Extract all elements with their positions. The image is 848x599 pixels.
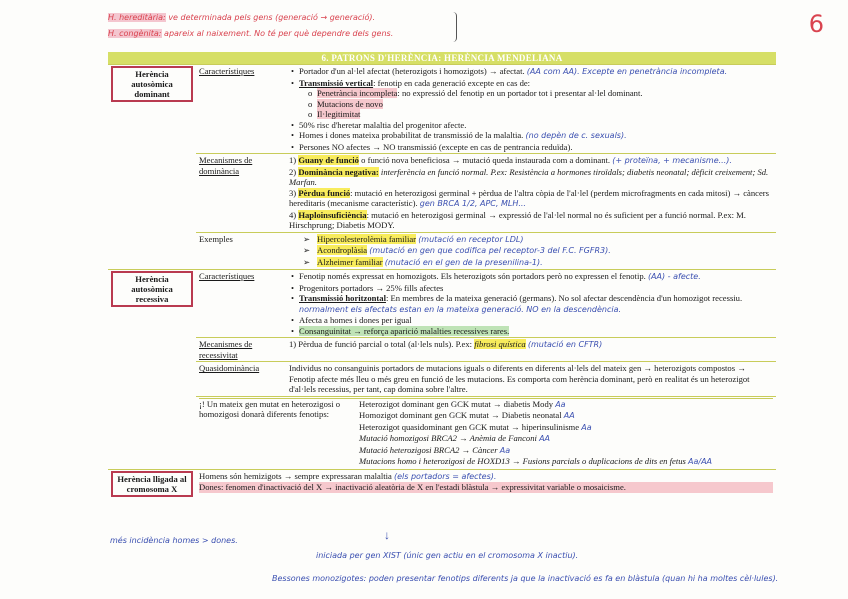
list-item: • Fenotip només expressat en homozigots. Els heterozigots són portadors però no expressen el fenotip. (AA) - afecte. — [299, 271, 773, 283]
x-content: Homens són hemizigots → sempre expressaran malaltia (els portadors = afectes). Dones: fenomen d'inactivació del X → inactivació aleatòria de X en l'estadi blàstula → expressivitat variable o mosaicisme. — [196, 469, 776, 498]
list-item: • Progenitors portadors → 25% fills afectes — [299, 283, 773, 294]
ar-mechanisms: 1) Pèrdua de funció parcial o total (al·lels nuls). P.ex: fibrosi quística (mutació en CFTR) — [286, 338, 776, 362]
ar-category: Herència autosòmica recessiva — [111, 271, 193, 307]
ar-char-label: Característiques — [196, 270, 286, 338]
ar-quasi-label: Quasidominància — [196, 362, 286, 397]
example-item: ➢ Acondroplàsia (mutació en gen que codifica pel receptor-3 del F.C. FGFR3). — [317, 245, 773, 257]
note-congenital — [108, 26, 393, 42]
note-twins: Bessones monozigotes: poden presentar fenotips diferents ja que la inactivació es fa en blàstula (quan hi ha moltes cèl·lules). — [272, 574, 779, 583]
list-item: • Transmissió horitzontal: En membres de la mateixa generació (germans). No sol afectar descendència d'un homozigot recessiu. normalment els afectats estan en la mateixa generació. NO en la descendència. — [299, 293, 773, 315]
ar-mech-label: Mecanismes de recessivitat — [196, 338, 286, 362]
ar-quasi: Individus no consanguinis portadors de mutacions iguals o diferents en diferents al·lels del mateix gen → heterozigots compostos → Fenotip afecte més lleu o més greu en funció de les mutacions. Es comporta com herència dominant, però en realitat és un heterozigot d'al·lels recessius, per tant, cap domina sobre l'altre. — [286, 362, 776, 397]
mechanism-item: 1) Guany de funció o funció nova beneficiosa → mutació queda instaurada com a dominant. (+ proteïna, + mecanisme...). — [289, 155, 732, 165]
note-text: ve determinada pels gens (generació → generació). — [168, 13, 376, 22]
ad-category-cell — [108, 65, 196, 270]
page-number: 6 — [808, 10, 824, 38]
gene-row: Mutació heterozigosi BRCA2 → Càncer Aa — [359, 444, 511, 455]
inheritance-table — [108, 64, 776, 498]
example-item: ➢ Alzheimer familiar (mutació en el gen de la presenilina-1). — [317, 257, 773, 269]
ad-mechanisms — [286, 154, 776, 233]
ad-category: Herència autosòmica dominant — [111, 66, 193, 102]
gene-row: Heterozigot quasidominant gen GCK mutat → hiperinsulinisme Aa — [359, 421, 592, 432]
ar-characteristics — [286, 270, 776, 338]
mechanism-item: 2) Dominància negativa: interferència en funció normal. P.ex: Resistència a hormones tiroïdals; diabetis neonatal; dèficit creixement; Sd. Marfan. — [289, 166, 769, 187]
list-item: • Transmissió vertical: fenotip en cada generació excepte en cas de: — [299, 78, 773, 89]
gene-row: Mutacions homo i heterozigosi de HOXD13 → Fusions parcials o duplicacions de dits en fetus Aa/AA — [359, 456, 713, 466]
ar-genes — [196, 396, 776, 469]
ad-characteristics — [286, 65, 776, 154]
ad-examples-label: Exemples — [196, 232, 286, 270]
mechanism-item: 4) Haploinsuficiència: mutació en heterozigosi germinal → expressió de l'al·lel normal no és suficient per a funció normal. P.ex: M. Hirschprung; Diabetis MODY. — [289, 209, 746, 230]
list-item: • 50% risc d'heretar malaltia del progenitor afecte. — [299, 120, 773, 131]
gene-table — [199, 398, 773, 468]
note-incidence: més incidència homes > dones. — [110, 536, 238, 545]
gene-rows — [359, 398, 773, 468]
note-label: H. hereditària: — [108, 13, 166, 22]
list-item: • Persones NO afectes → NO transmissió (excepte en cas de pentrancia reduïda). — [299, 142, 773, 153]
mechanism-item: 3) Pèrdua funció: mutació en heterozigosi germinal + pèrdua de l'altra còpia de l'al·lel (perdem microfragments en cada mitosi) → càncers hereditaris (mecanisme característic). gen BRCA 1/2, APC, MLH... — [289, 187, 769, 208]
ar-category-cell — [108, 270, 196, 470]
gene-row: Homozigot dominant gen GCK mutat → Diabetis neonatal AA — [359, 410, 575, 420]
top-notes — [108, 10, 393, 42]
list-item: • Portador d'un al·lel afectat (heterozigots i homozigots) → afectat. (AA com AA). Excepte en penetrància incompleta. — [299, 66, 773, 78]
handwritten-bracket — [450, 12, 457, 42]
x-category-cell — [108, 469, 196, 498]
list-item: • Consanguinitat → reforça aparició malalties recessives rares. — [299, 326, 773, 337]
section-title: 6. PATRONS D'HERÈNCIA: HERÈNCIA MENDELIANA — [108, 52, 776, 64]
down-arrow-icon: ↓ — [384, 528, 390, 542]
note-label: H. congènita: — [108, 29, 162, 38]
ad-examples — [286, 232, 776, 270]
list-item: o Mutacions de novo — [317, 99, 773, 110]
note-xist: iniciada per gen XIST (únic gen actiu en el cromosoma X inactiu). — [316, 551, 579, 560]
gene-row: Mutació homozigosi BRCA2 → Anèmia de Fanconi AA — [359, 433, 551, 443]
ad-mech-label: Mecanismes de dominància — [196, 154, 286, 233]
gene-intro: ¡! Un mateix gen mutat en heterozigosi o homozigosi donarà diferents fenotips: — [199, 398, 359, 468]
list-item: o Penetrància incompleta: no expressió del fenotip en un portador tot i presentar al·lel dominant. — [317, 88, 773, 99]
list-item: • Afecta a homes i dones per igual — [299, 315, 773, 326]
note-text: apareix al naixement. No té per què dependre dels gens. — [164, 29, 394, 38]
x-category: Herència lligada al cromosoma X — [111, 471, 193, 497]
document-sheet — [108, 52, 776, 498]
note-hereditary — [108, 10, 393, 26]
list-item: o Il·legitimitat — [317, 109, 773, 120]
list-item: • Homes i dones mateixa probabilitat de transmissió de la malaltia. (no depèn de c. sexuals). — [299, 130, 773, 142]
ad-char-label: Característiques — [196, 65, 286, 154]
example-item: ➢ Hipercolesterolèmia familiar (mutació en receptor LDL) — [317, 234, 773, 246]
gene-row: Heterozigot dominant gen GCK mutat → diabetis Mody Aa — [359, 398, 566, 409]
